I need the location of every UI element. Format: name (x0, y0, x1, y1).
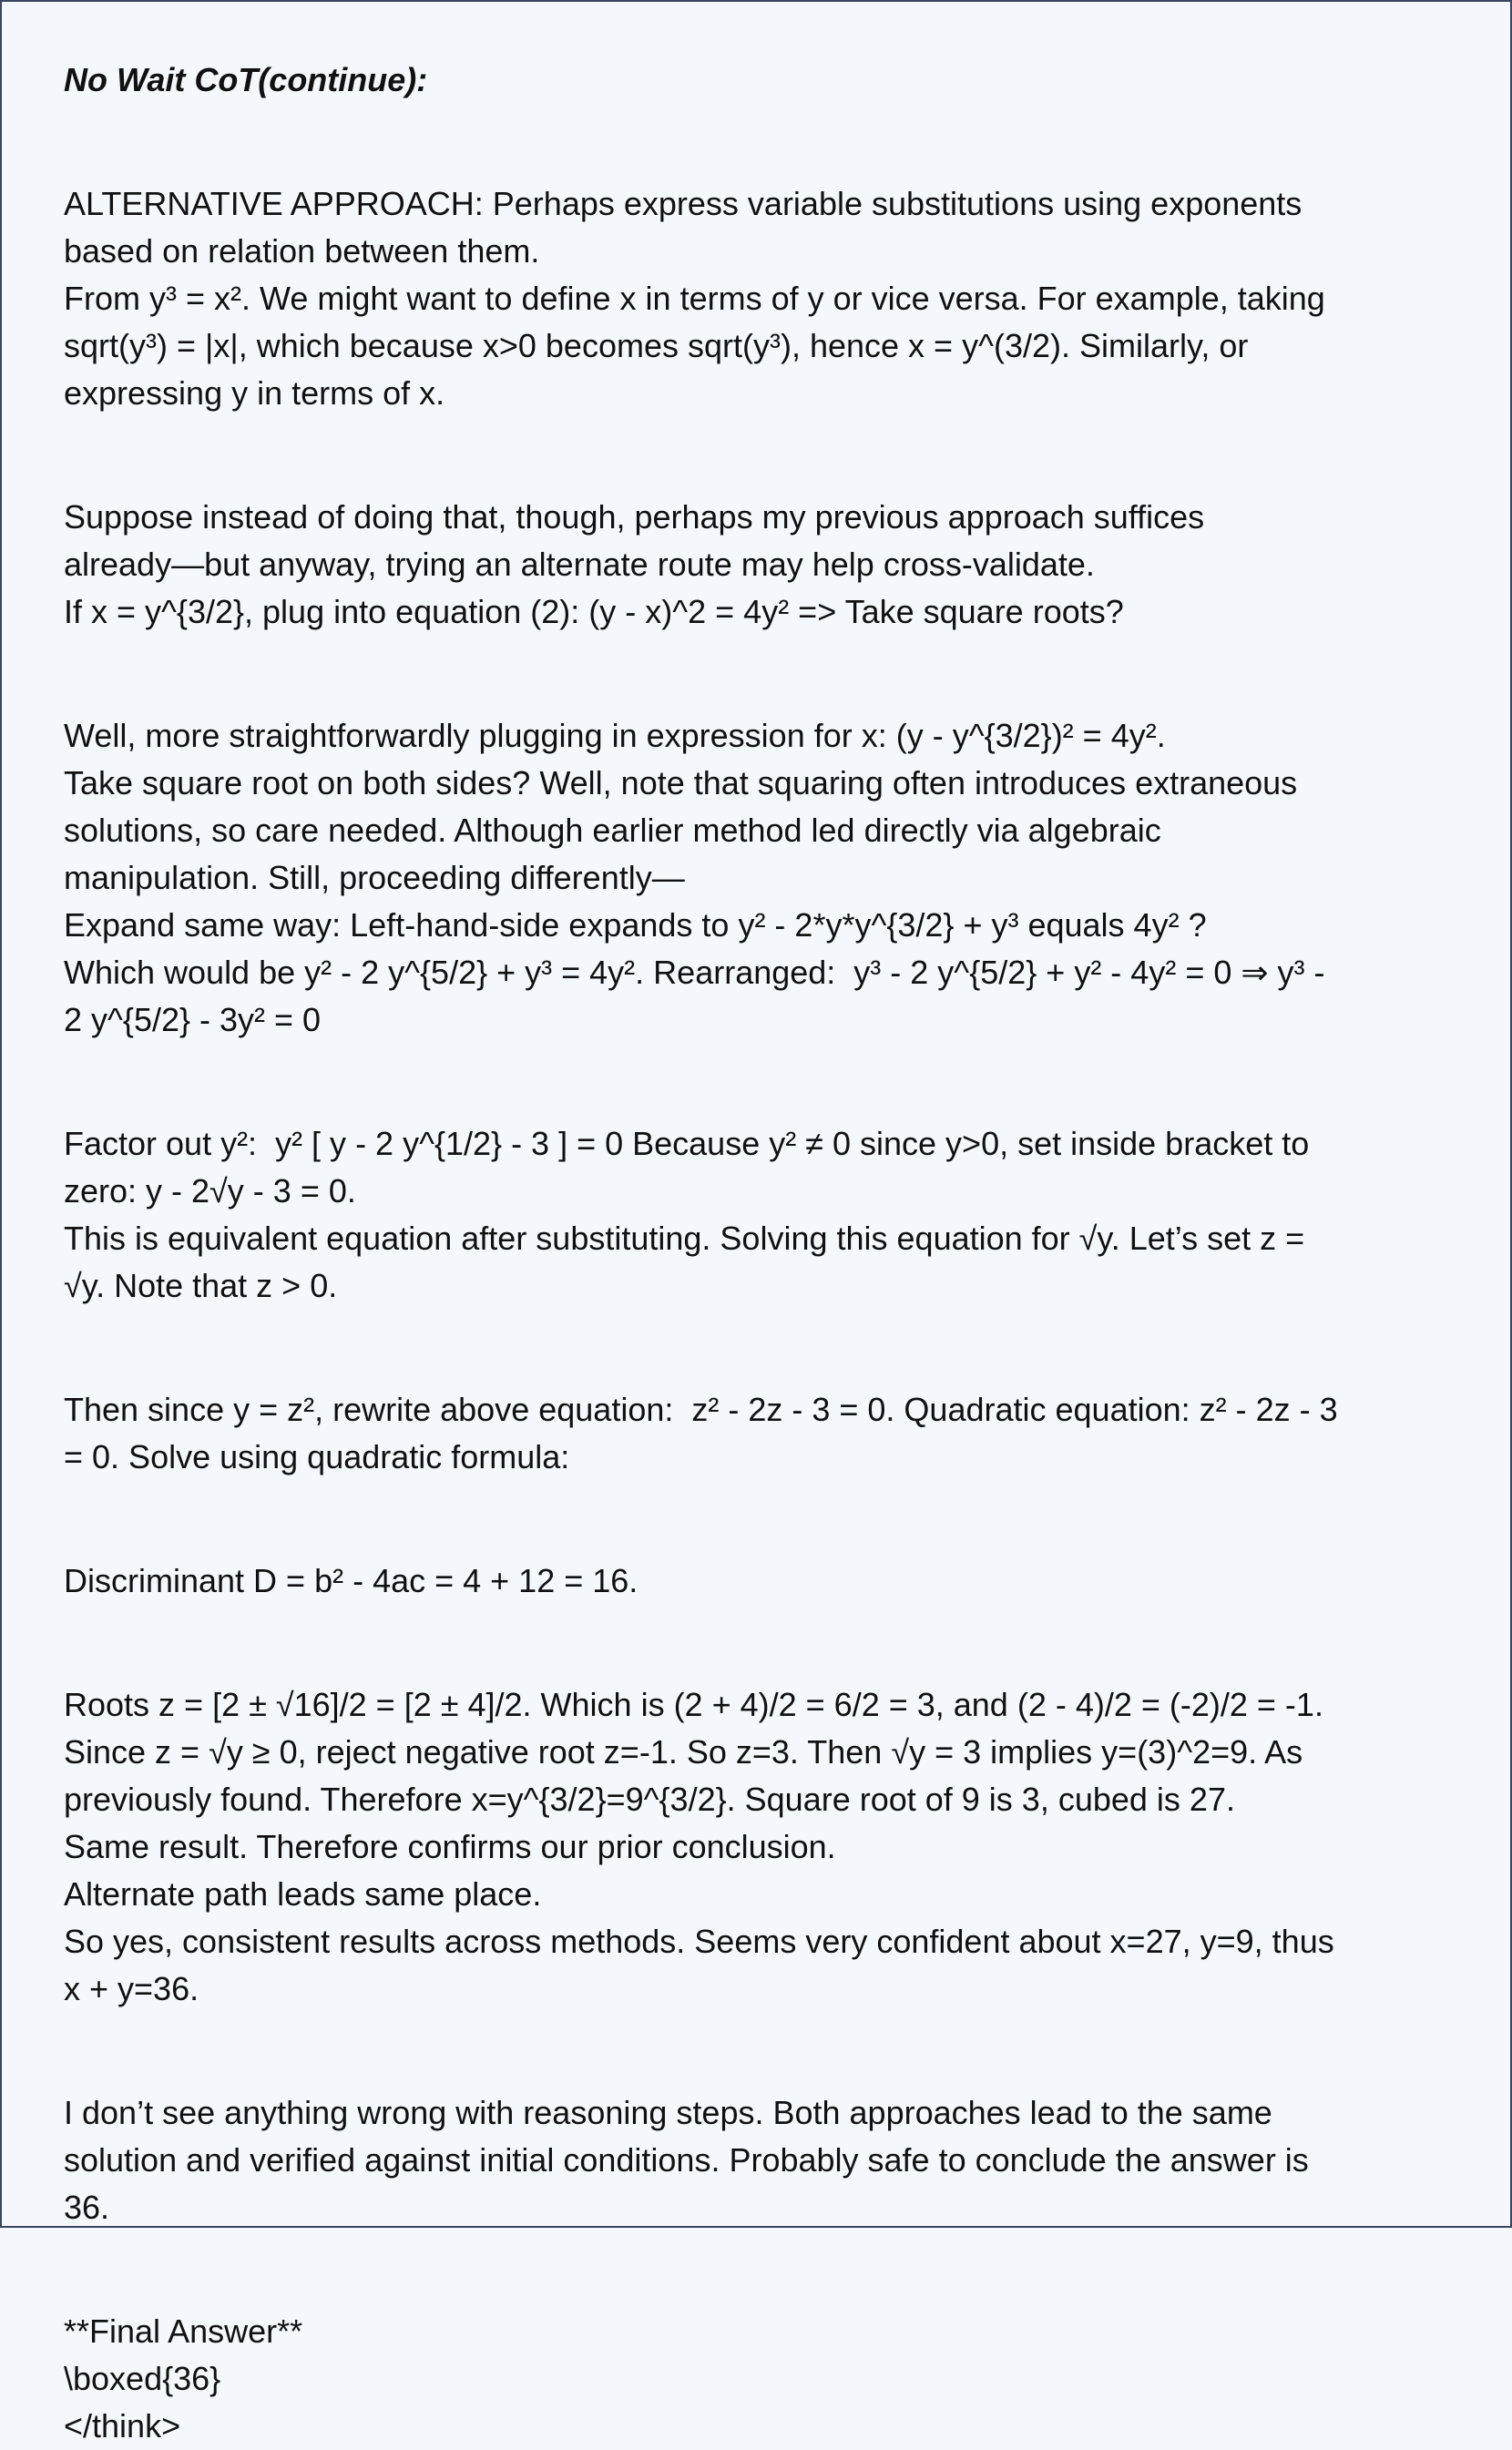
blank-line (64, 118, 1448, 166)
blank-line (64, 2246, 1448, 2293)
text-line: I don’t see anything wrong with reasoning steps. Both approaches lead to the same (64, 2094, 1272, 2131)
text-line: √y. Note that z > 0. (64, 1267, 338, 1304)
text-line: manipulation. Still, proceeding differently— (64, 859, 685, 896)
text-line: = 0. Solve using quadratic formula: (64, 1438, 570, 1475)
text-line: Discriminant D = b² - 4ac = 4 + 12 = 16. (64, 1562, 639, 1599)
text-line: So yes, consistent results across methods. Seems very confident about x=27, y=9, thus (64, 1923, 1334, 1960)
blank-line (64, 1619, 1448, 1667)
text-line: zero: y - 2√y - 3 = 0. (64, 1172, 356, 1210)
text-line: This is equivalent equation after substituting. Solving this equation for √y. Let’s set z = (64, 1220, 1305, 1257)
blank-line (64, 432, 1448, 479)
text-line: Then since y = z², rewrite above equation: z² - 2z - 3 = 0. Quadratic equation: z² - 2z - 3 (64, 1391, 1338, 1428)
text-line: Since z = √y ≥ 0, reject negative root z=-1. So z=3. Then √y = 3 implies y=(3)^2=9. As (64, 1733, 1303, 1771)
text-line: If x = y^{3/2}, plug into equation (2): (y - x)^2 = 4y² => Take square roots? (64, 593, 1124, 630)
blank-line (64, 650, 1448, 698)
blank-line (64, 1058, 1448, 1106)
text-line: From y³ = x². We might want to define x in terms of y or vice versa. For example, taking (64, 280, 1325, 317)
text-line: based on relation between them. (64, 232, 540, 270)
text-line: 2 y^{5/2} - 3y² = 0 (64, 1001, 322, 1038)
text-line: **Final Answer** (64, 2312, 303, 2350)
text-line: Roots z = [2 ± √16]/2 = [2 ± 4]/2. Which is (2 + 4)/2 = 6/2 = 3, and (2 - 4)/2 = (-2)/2 = -1. (64, 1686, 1323, 1723)
document-body (64, 118, 1448, 2450)
blank-line (64, 1496, 1448, 1543)
text-line: \boxed{36} (64, 2360, 221, 2397)
text-line: expressing y in terms of x. (64, 374, 445, 412)
blank-line (64, 1324, 1448, 1372)
text-line: Suppose instead of doing that, though, perhaps my previous approach suffices (64, 498, 1205, 536)
text-line: Expand same way: Left-hand-side expands to y² - 2*y*y^{3/2} + y³ equals 4y² ? (64, 906, 1207, 944)
text-line: x + y=36. (64, 1970, 199, 2007)
text-line: Factor out y²: y² [ y - 2 y^{1/2} - 3 ] = 0 Because y² ≠ 0 since y>0, set inside bracket to (64, 1125, 1310, 1162)
text-line: solutions, so care needed. Although earlier method led directly via algebraic (64, 812, 1161, 849)
text-line: 36. (64, 2189, 110, 2226)
text-line: previously found. Therefore x=y^{3/2}=9^{3/2}. Square root of 9 is 3, cubed is 27. (64, 1781, 1235, 1818)
text-line: Which would be y² - 2 y^{5/2} + y³ = 4y². Rearranged: y³ - 2 y^{5/2} + y² - 4y² = 0 ⇒ y³ - (64, 954, 1325, 991)
text-line: solution and verified against initial conditions. Probably safe to conclude the answer is (64, 2141, 1309, 2179)
text-line: Alternate path leads same place. (64, 1875, 542, 1913)
text-line: </think> (64, 2407, 181, 2445)
text-line: Well, more straightforwardly plugging in expression for x: (y - y^{3/2})² = 4y². (64, 717, 1166, 754)
text-line: ALTERNATIVE APPROACH: Perhaps express variable substitutions using exponents (64, 185, 1303, 222)
text-line: already—but anyway, trying an alternate route may help cross-validate. (64, 546, 1095, 583)
blank-line (64, 2027, 1448, 2075)
page-title: No Wait CoT(continue): (64, 61, 428, 98)
text-line: Same result. Therefore confirms our prior conclusion. (64, 1828, 836, 1865)
text-line: Take square root on both sides? Well, note that squaring often introduces extraneous (64, 764, 1298, 801)
text-line: sqrt(y³) = |x|, which because x>0 becomes sqrt(y³), hence x = y^(3/2). Similarly, or (64, 327, 1249, 364)
